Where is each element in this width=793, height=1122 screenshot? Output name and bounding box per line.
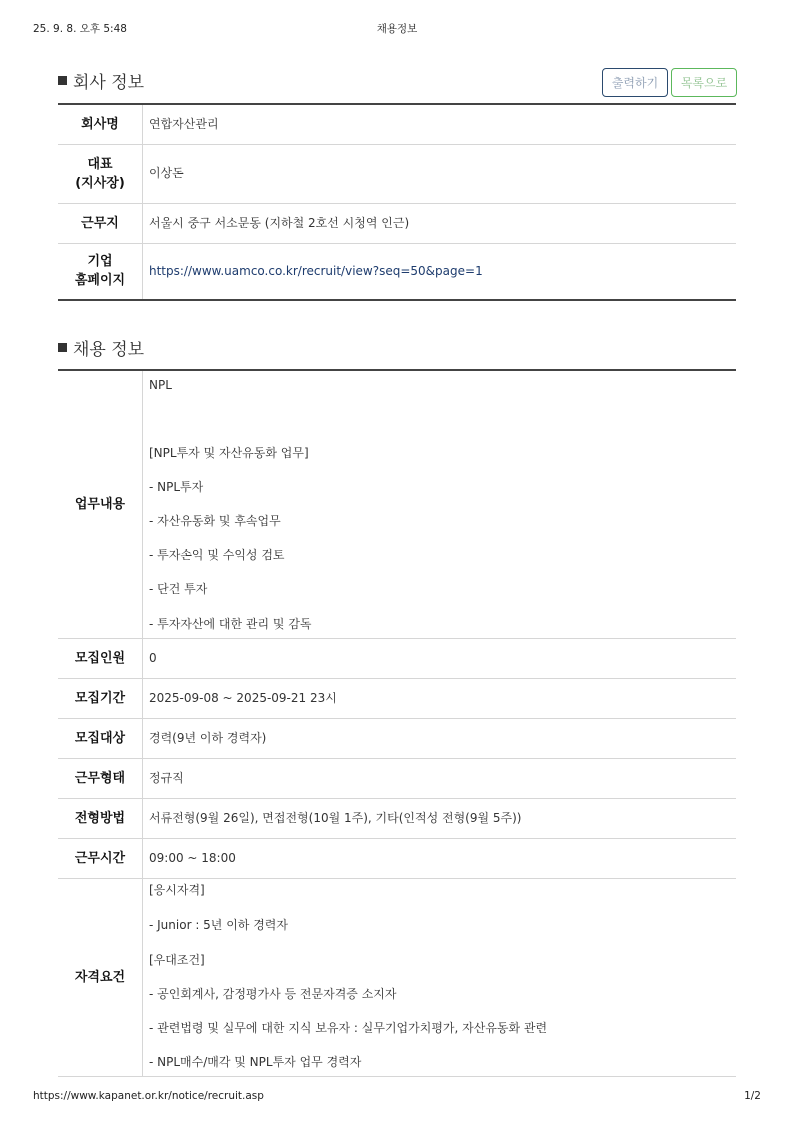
duties-line: NPL	[149, 378, 172, 392]
print-header	[33, 21, 761, 35]
work-location-label: 근무지	[58, 203, 143, 243]
company-name-label: 회사명	[58, 104, 143, 144]
duties-value	[143, 370, 737, 638]
homepage-link[interactable]: https://www.uamco.co.kr/recruit/view?seq=50&page=1	[149, 263, 483, 278]
ceo-label-line1: 대표	[87, 156, 113, 172]
print-footer-url: https://www.kapanet.or.kr/notice/recruit.asp	[33, 1090, 264, 1102]
qualifications-line: - 관련법령 및 실무에 대한 지식 보유자 : 실무기업가치평가, 자산유동화 관련	[149, 1020, 548, 1035]
table-row	[58, 758, 736, 798]
company-section-title-text: 회사 정보	[73, 73, 145, 93]
qualifications-line: - Junior : 5년 이하 경력자	[149, 917, 288, 932]
print-page-title: 채용정보	[376, 23, 418, 35]
square-bullet-icon	[58, 343, 67, 352]
job-section-title-text: 채용 정보	[73, 340, 145, 360]
qualifications-label: 자격요건	[58, 878, 143, 1076]
target-label: 모집대상	[58, 718, 143, 758]
headcount-label: 모집인원	[58, 638, 143, 678]
back-to-list-button[interactable]: 목록으로	[671, 68, 737, 97]
duties-line: - 투자자산에 대한 관리 및 감독	[149, 617, 312, 631]
homepage-label-line2: 홈페이지	[74, 273, 126, 289]
table-row	[58, 144, 736, 203]
job-section-title	[58, 335, 144, 360]
selection-process-label: 전형방법	[58, 798, 143, 838]
duties-lines	[149, 371, 730, 637]
table-row	[58, 638, 736, 678]
page-number: 1/2	[744, 1090, 761, 1102]
homepage-label	[58, 243, 143, 300]
company-info-table	[58, 103, 736, 301]
qualifications-value	[143, 878, 737, 1076]
table-row	[58, 104, 736, 144]
qualifications-line: - 공인회계사, 감정평가사 등 전문자격증 소지자	[149, 986, 397, 1001]
square-bullet-icon	[58, 76, 67, 85]
table-row	[58, 718, 736, 758]
period-value: 2025-09-08 ~ 2025-09-21 23시	[143, 678, 737, 718]
table-row	[58, 678, 736, 718]
ceo-value: 이상돈	[143, 144, 737, 203]
homepage-value	[143, 243, 737, 300]
qualifications-line: [우대조건]	[149, 952, 205, 967]
print-datetime: 25. 9. 8. 오후 5:48	[33, 23, 127, 35]
table-row	[58, 370, 736, 638]
table-row	[58, 798, 736, 838]
duties-label: 업무내용	[58, 370, 143, 638]
target-value: 경력(9년 이하 경력자)	[143, 718, 737, 758]
work-hours-value: 09:00 ~ 18:00	[143, 838, 737, 878]
work-hours-label: 근무시간	[58, 838, 143, 878]
company-section-title	[58, 68, 144, 93]
table-row	[58, 243, 736, 300]
duties-line: - NPL투자	[149, 480, 204, 494]
table-row	[58, 878, 736, 1076]
period-label: 모집기간	[58, 678, 143, 718]
duties-line: - 단건 투자	[149, 582, 208, 596]
table-row	[58, 838, 736, 878]
print-button[interactable]: 출력하기	[602, 68, 668, 97]
ceo-label	[58, 144, 143, 203]
qualifications-line: - NPL매수/매각 및 NPL투자 업무 경력자	[149, 1054, 362, 1069]
table-row	[58, 203, 736, 243]
headcount-value: 0	[143, 638, 737, 678]
employment-type-value: 정규직	[143, 758, 737, 798]
duties-line: [NPL투자 및 자산유동화 업무]	[149, 446, 309, 460]
duties-line: - 자산유동화 및 후속업무	[149, 514, 281, 528]
duties-line: - 투자손익 및 수익성 검토	[149, 548, 285, 562]
employment-type-label: 근무형태	[58, 758, 143, 798]
qualifications-lines	[149, 879, 730, 1076]
homepage-label-line1: 기업	[87, 254, 113, 270]
qualifications-line: [응시자격]	[149, 882, 205, 897]
company-name-value: 연합자산관리	[143, 104, 737, 144]
work-location-value: 서울시 중구 서소문동 (지하철 2호선 시청역 인근)	[143, 203, 737, 243]
ceo-label-line2: (지사장)	[75, 175, 125, 191]
selection-process-value: 서류전형(9월 26일), 면접전형(10월 1주), 기타(인적성 전형(9월 5주))	[143, 798, 737, 838]
job-info-table	[58, 369, 736, 1077]
